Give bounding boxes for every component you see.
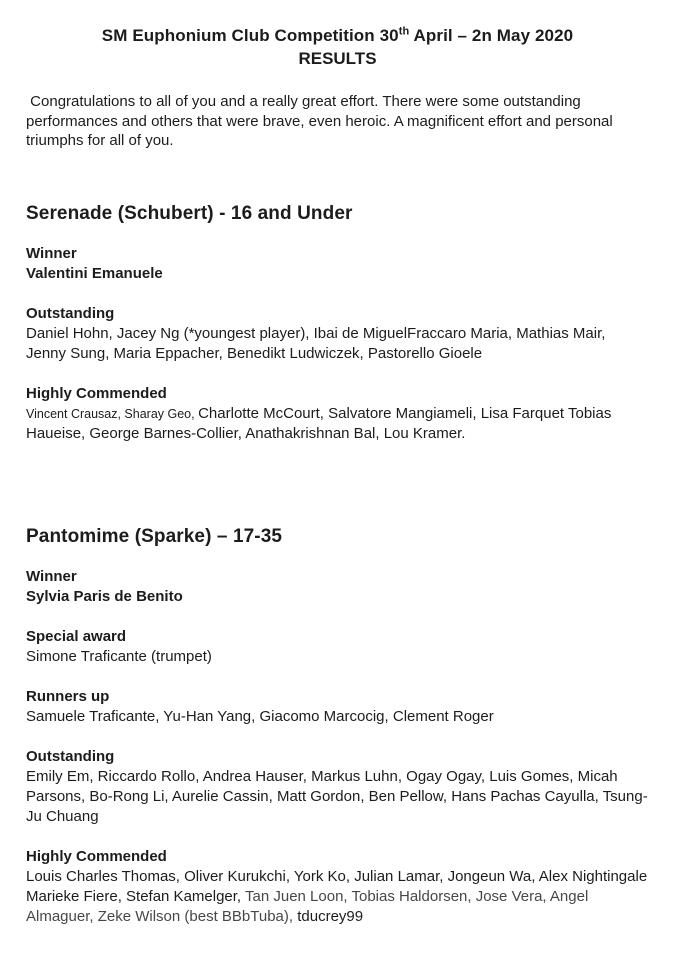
intro-paragraph: Congratulations to all of you and a really great effort. There were some outstanding performances and others that were brave, even heroic. A magnificent effort and personal triumphs for all of you. <box>26 93 617 149</box>
award-category-label: Runners up <box>26 687 110 705</box>
award-group <box>26 747 649 827</box>
names-segment: Daniel Hohn, Jacey Ng (*youngest player), Ibai de MiguelFraccaro Maria, Mathias Mair, Jenny Sung, Maria Eppacher, Benedikt Ludwiczek, Pastorello Gioele <box>26 324 606 362</box>
names-segment: tducrey99 <box>297 907 364 925</box>
award-category-label: Special award <box>26 627 127 645</box>
names-segment: Vincent Crausaz, Sharay Geo, <box>26 406 199 421</box>
names-list <box>26 404 649 444</box>
names-segment: Simone Traficante (trumpet) <box>26 647 212 665</box>
names-list <box>26 767 649 827</box>
document-subtitle: RESULTS <box>298 49 377 68</box>
names-list <box>26 264 649 284</box>
title-suffix: April – 2n May 2020 <box>409 26 574 45</box>
names-list <box>26 867 649 927</box>
sections-container <box>26 201 649 927</box>
award-group <box>26 687 649 727</box>
names-segment: Emily Em, Riccardo Rollo, Andrea Hauser, Markus Luhn, Ogay Ogay, Luis Gomes, Micah Parsons, Bo-Rong Li, Aurelie Cassin, Matt Gordon, Ben Pellow, Hans Pachas Cayulla, Tsung-Ju Chuang <box>26 767 648 825</box>
award-group <box>26 847 649 927</box>
award-category-label: Highly Commended <box>26 847 167 865</box>
award-group <box>26 567 649 607</box>
competition-section <box>26 524 649 927</box>
names-list <box>26 707 649 727</box>
names-segment: Valentini Emanuele <box>26 264 163 282</box>
award-group <box>26 627 649 667</box>
document-title <box>26 24 649 47</box>
names-segment: Samuele Traficante, Yu-Han Yang, Giacomo Marcocig, Clement Roger <box>26 707 494 725</box>
names-segment: Charlotte McCourt, Salvatore Mangiameli, Lisa Farquet Tobias Haueise, George Barnes-Collier, Anathakrishnan Bal, Lou Kramer. <box>26 404 612 442</box>
names-segment: Louis Charles Thomas, Oliver Kurukchi, York Ko, Julian Lamar, Jongeun Wa, Alex Nightingale Marieke Fiere, Stefan Kamelger, <box>26 867 648 905</box>
names-segment: Sylvia Paris de Benito <box>26 587 183 605</box>
award-category-label: Winner <box>26 567 77 585</box>
title-prefix: SM Euphonium Club Competition 30 <box>101 26 399 45</box>
award-category-label: Outstanding <box>26 747 115 765</box>
award-group <box>26 244 649 284</box>
section-heading: Serenade (Schubert) - 16 and Under <box>26 202 353 224</box>
award-category-label: Highly Commended <box>26 384 167 402</box>
title-ordinal-superscript: th <box>398 25 410 38</box>
names-segment: Tan Juen Loon, Tobias Haldorsen, Jose Vera, Angel Almaguer, Zeke Wilson (best BBbTuba), <box>26 887 589 925</box>
award-category-label: Winner <box>26 244 77 262</box>
award-category-label: Outstanding <box>26 304 115 322</box>
competition-section <box>26 201 649 444</box>
award-group <box>26 304 649 364</box>
names-list <box>26 647 649 667</box>
section-heading: Pantomime (Sparke) – 17-35 <box>26 525 283 547</box>
names-list <box>26 324 649 364</box>
award-group <box>26 384 649 444</box>
names-list <box>26 587 649 607</box>
